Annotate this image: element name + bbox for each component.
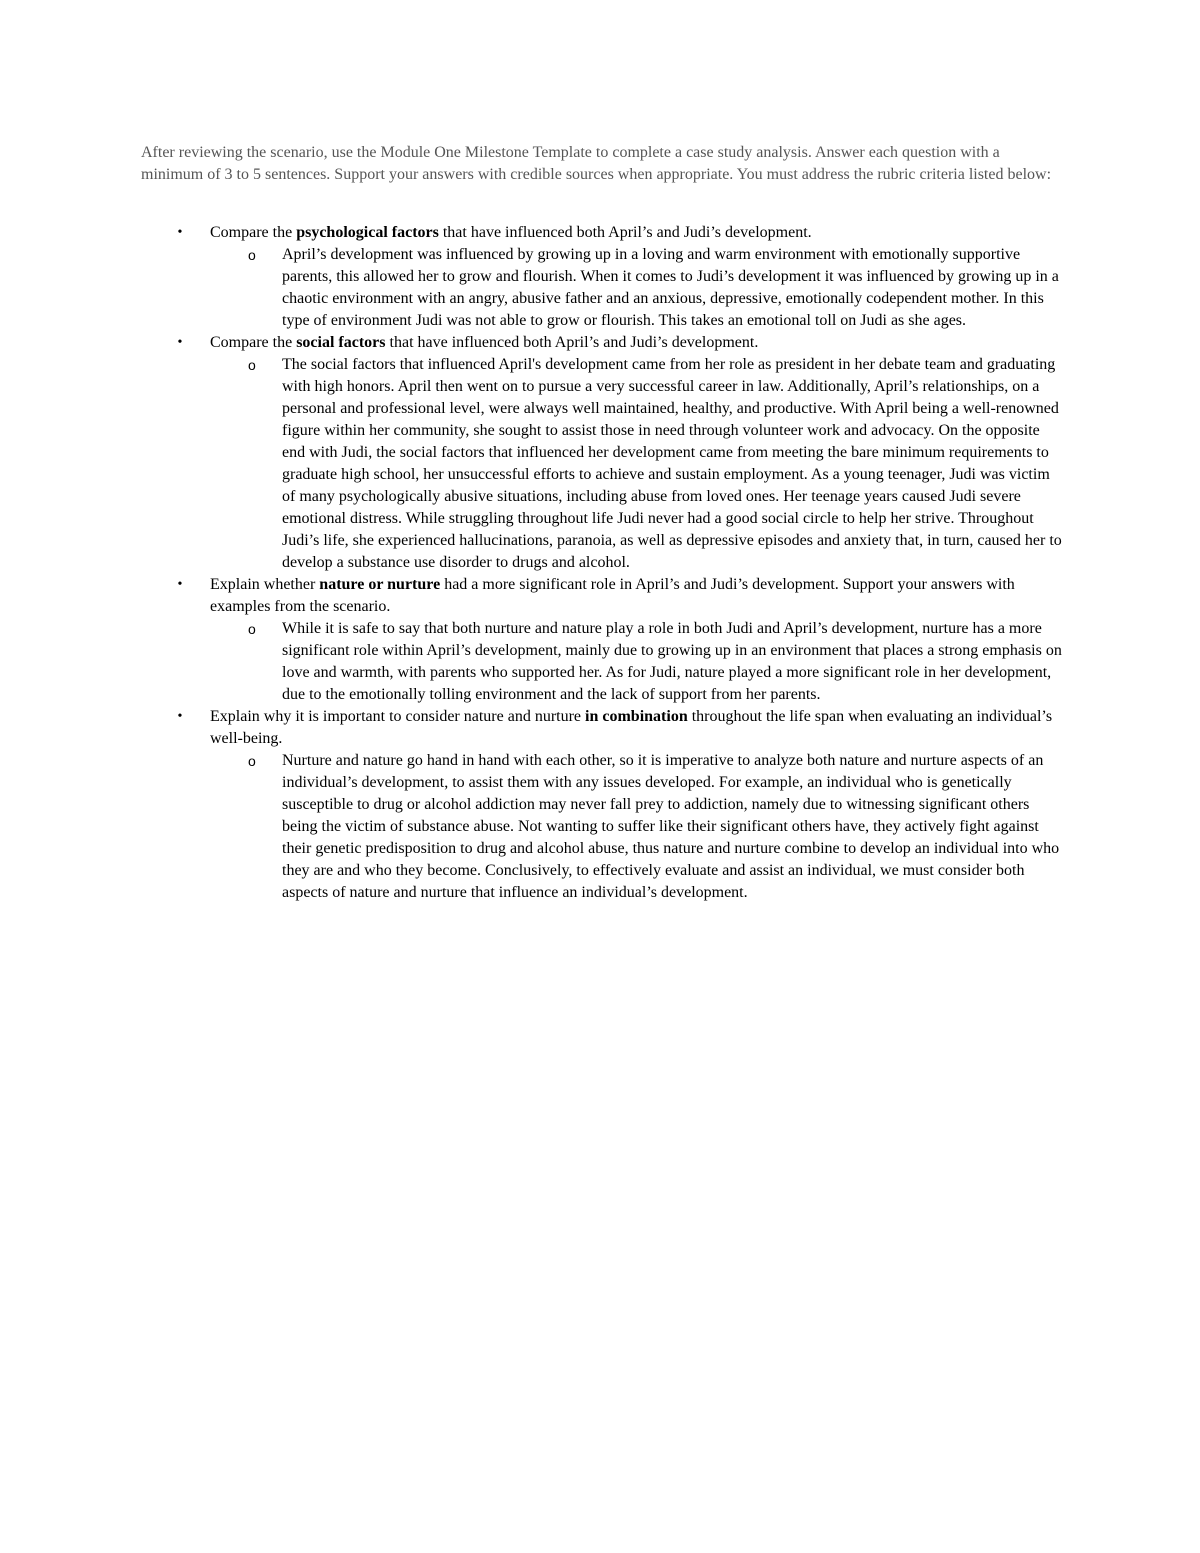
rubric-list: [141, 222, 1066, 904]
bullet-icon: •: [177, 709, 183, 724]
answer-item: [210, 354, 1066, 574]
rubric-question: [210, 574, 1066, 618]
sub-bullet-icon: o: [248, 753, 256, 769]
bullet-icon: •: [177, 225, 183, 240]
answer-list: [210, 244, 1066, 332]
question-text-end: had a more significant role in April’s and Judi’s development. Support your answers with examples from the scenario.: [210, 576, 1015, 615]
question-text-end: that have influenced both April’s and Judi’s development.: [438, 224, 812, 241]
rubric-item: [141, 706, 1066, 904]
question-text-start: Compare the: [210, 224, 297, 241]
question-emphasis: social factors: [296, 334, 386, 351]
answer-text: While it is safe to say that both nurture and nature play a role in both Judi and April’s development, nurture has a more significant role within April’s development, mainly due to growing up in an environment that places a strong emphasis on love and warmth, with parents who supported her. As for Judi, nature played a more significant role in her development, due to the emotionally tolling environment and the lack of support from her parents.: [282, 620, 1062, 703]
rubric-item: [141, 222, 1066, 332]
rubric-question: [210, 706, 1066, 750]
question-text-start: Explain whether: [210, 576, 320, 593]
answer-text: Nurture and nature go hand in hand with each other, so it is imperative to analyze both nature and nurture aspects of an individual’s development, to assist them with any issues developed. For example, an individual who is genetically susceptible to drug or alcohol addiction may never fall prey to addiction, namely due to witnessing significant others being the victim of substance abuse. Not wanting to suffer like their significant others have, they actively fight against their genetic predisposition to drug and alcohol abuse, thus nature and nurture combine to develop an individual into who they are and who they become. Conclusively, to effectively evaluate and assist an individual, we must consider both aspects of nature and nurture that influence an individual’s development.: [282, 752, 1060, 901]
intro-paragraph: After reviewing the scenario, use the Module One Milestone Template to complete a case study analysis. Answer each question with a minimum of 3 to 5 sentences. Support your answers with credible sources when appropriate. You must address the rubric criteria listed below:: [141, 144, 1052, 183]
question-text-start: Compare the: [210, 334, 297, 351]
rubric-question: [210, 332, 1066, 354]
rubric-item: [141, 574, 1066, 706]
question-emphasis: nature or nurture: [319, 576, 441, 593]
question-emphasis: in combination: [585, 708, 688, 725]
rubric-question: [210, 222, 1066, 244]
answer-text: The social factors that influenced April's development came from her role as president in her debate team and graduating with high honors. April then went on to pursue a very successful career in law. Additionally, April’s relationships, on a personal and professional level, were always well maintained, healthy, and productive. With April being a well-renowned figure within her community, she sought to assist those in need through volunteer work and advocacy. On the opposite end with Judi, the social factors that influenced her development came from meeting the bare minimum requirements to graduate high school, her unsuccessful efforts to achieve and sustain employment. As a young teenager, Judi was victim of many psychologically abusive situations, including abuse from loved ones. Her teenage years caused Judi severe emotional distress. While struggling throughout life Judi never had a good social circle to help her strive. Throughout Judi’s life, she experienced hallucinations, paranoia, as well as depressive episodes and anxiety that, in turn, caused her to develop a substance use disorder to drugs and alcohol.: [282, 356, 1062, 571]
answer-item: [210, 618, 1066, 706]
question-emphasis: psychological factors: [296, 224, 439, 241]
answer-list: [210, 354, 1066, 574]
sub-bullet-icon: o: [248, 621, 256, 637]
bullet-icon: •: [177, 335, 183, 350]
answer-item: [210, 750, 1066, 904]
answer-item: [210, 244, 1066, 332]
rubric-item: [141, 332, 1066, 574]
bullet-icon: •: [177, 577, 183, 592]
question-text-end: that have influenced both April’s and Judi’s development.: [385, 334, 759, 351]
answer-list: [210, 750, 1066, 904]
sub-bullet-icon: o: [248, 357, 256, 373]
answer-list: [210, 618, 1066, 706]
sub-bullet-icon: o: [248, 247, 256, 263]
question-text-start: Explain why it is important to consider nature and nurture: [210, 708, 586, 725]
answer-text: April’s development was influenced by growing up in a loving and warm environment with emotionally supportive parents, this allowed her to grow and flourish. When it comes to Judi’s development it was influenced by growing up in a chaotic environment with an angry, abusive father and an anxious, depressive, emotionally codependent mother. In this type of environment Judi was not able to grow or flourish. This takes an emotional toll on Judi as she ages.: [282, 246, 1059, 329]
question-text-end: throughout the life span when evaluating an individual’s well-being.: [210, 708, 1053, 747]
